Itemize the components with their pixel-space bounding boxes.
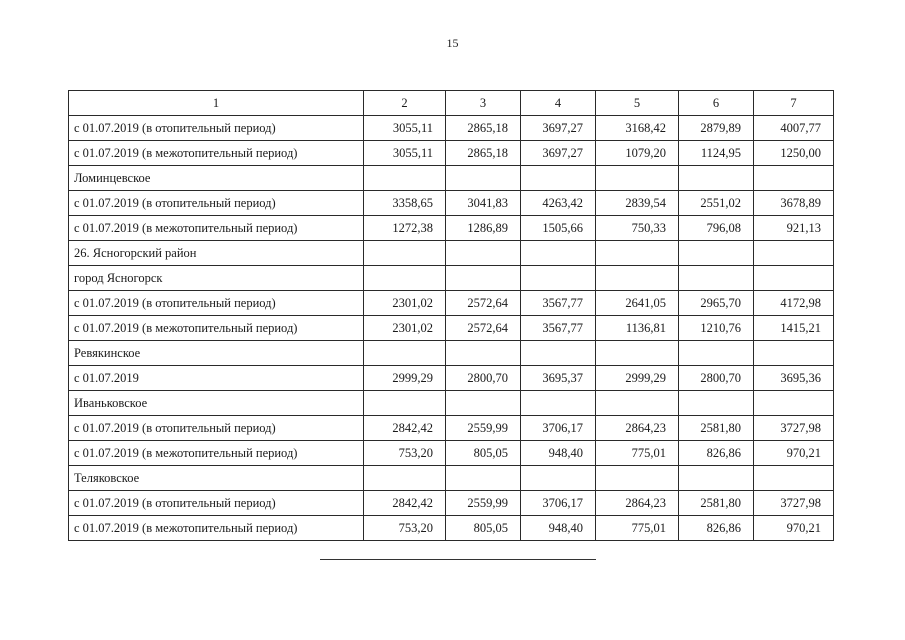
value-cell [521, 341, 596, 366]
value-cell [521, 466, 596, 491]
value-cell: 826,86 [679, 516, 754, 541]
value-cell: 750,33 [596, 216, 679, 241]
table-row [69, 191, 834, 216]
row-label: с 01.07.2019 (в отопительный период) [69, 116, 364, 141]
row-label: с 01.07.2019 (в межотопительный период) [69, 316, 364, 341]
value-cell: 1272,38 [364, 216, 446, 241]
column-header: 4 [521, 91, 596, 116]
row-label: 26. Ясногорский район [69, 241, 364, 266]
value-cell: 948,40 [521, 516, 596, 541]
value-cell [446, 391, 521, 416]
value-cell: 3168,42 [596, 116, 679, 141]
value-cell: 3695,37 [521, 366, 596, 391]
row-label: с 01.07.2019 [69, 366, 364, 391]
row-label: с 01.07.2019 (в межотопительный период) [69, 216, 364, 241]
value-cell: 796,08 [679, 216, 754, 241]
value-cell: 753,20 [364, 441, 446, 466]
value-cell: 2842,42 [364, 416, 446, 441]
value-cell: 4007,77 [754, 116, 834, 141]
value-cell: 3727,98 [754, 491, 834, 516]
value-cell [446, 166, 521, 191]
column-header: 1 [69, 91, 364, 116]
row-label: Ревякинское [69, 341, 364, 366]
value-cell: 2581,80 [679, 491, 754, 516]
table-row [69, 391, 834, 416]
value-cell [754, 241, 834, 266]
table-row [69, 491, 834, 516]
value-cell: 3727,98 [754, 416, 834, 441]
column-header: 2 [364, 91, 446, 116]
value-cell: 3358,65 [364, 191, 446, 216]
value-cell [596, 341, 679, 366]
value-cell: 1079,20 [596, 141, 679, 166]
row-label: Иваньковское [69, 391, 364, 416]
value-cell: 3567,77 [521, 291, 596, 316]
value-cell: 970,21 [754, 441, 834, 466]
row-label: с 01.07.2019 (в отопительный период) [69, 291, 364, 316]
value-cell: 3041,83 [446, 191, 521, 216]
value-cell: 2641,05 [596, 291, 679, 316]
column-header: 3 [446, 91, 521, 116]
value-cell: 2301,02 [364, 291, 446, 316]
value-cell: 1250,00 [754, 141, 834, 166]
value-cell: 1136,81 [596, 316, 679, 341]
value-cell: 3706,17 [521, 416, 596, 441]
table-row [69, 141, 834, 166]
value-cell: 805,05 [446, 516, 521, 541]
value-cell [754, 391, 834, 416]
table-row [69, 266, 834, 291]
value-cell [446, 241, 521, 266]
value-cell: 970,21 [754, 516, 834, 541]
value-cell: 2559,99 [446, 416, 521, 441]
value-cell: 3055,11 [364, 116, 446, 141]
value-cell: 2800,70 [679, 366, 754, 391]
value-cell [364, 391, 446, 416]
value-cell: 2965,70 [679, 291, 754, 316]
table-header-row [69, 91, 834, 116]
value-cell: 2572,64 [446, 291, 521, 316]
table-row [69, 516, 834, 541]
value-cell [521, 391, 596, 416]
table-body [69, 116, 834, 541]
value-cell: 1415,21 [754, 316, 834, 341]
value-cell: 3697,27 [521, 141, 596, 166]
table-row [69, 116, 834, 141]
column-header: 5 [596, 91, 679, 116]
value-cell: 948,40 [521, 441, 596, 466]
row-label: Ломинцевское [69, 166, 364, 191]
value-cell [364, 166, 446, 191]
table-row [69, 441, 834, 466]
row-label: с 01.07.2019 (в отопительный период) [69, 191, 364, 216]
value-cell: 2572,64 [446, 316, 521, 341]
value-cell: 826,86 [679, 441, 754, 466]
value-cell: 1286,89 [446, 216, 521, 241]
value-cell: 775,01 [596, 516, 679, 541]
row-label: с 01.07.2019 (в межотопительный период) [69, 141, 364, 166]
value-cell: 805,05 [446, 441, 521, 466]
value-cell [679, 166, 754, 191]
value-cell: 1124,95 [679, 141, 754, 166]
value-cell [679, 341, 754, 366]
value-cell: 1210,76 [679, 316, 754, 341]
value-cell [446, 266, 521, 291]
value-cell: 775,01 [596, 441, 679, 466]
row-label: город Ясногорск [69, 266, 364, 291]
value-cell: 753,20 [364, 516, 446, 541]
value-cell: 2301,02 [364, 316, 446, 341]
footnote-rule [320, 559, 596, 560]
table-row [69, 291, 834, 316]
value-cell [596, 391, 679, 416]
table-row [69, 241, 834, 266]
value-cell [679, 241, 754, 266]
value-cell [446, 466, 521, 491]
value-cell [364, 466, 446, 491]
value-cell [521, 166, 596, 191]
value-cell [364, 266, 446, 291]
value-cell [521, 241, 596, 266]
value-cell: 2864,23 [596, 416, 679, 441]
column-header: 6 [679, 91, 754, 116]
value-cell: 2800,70 [446, 366, 521, 391]
value-cell: 2999,29 [596, 366, 679, 391]
page-number: 15 [446, 36, 459, 50]
row-label: с 01.07.2019 (в межотопительный период) [69, 516, 364, 541]
table-row [69, 416, 834, 441]
value-cell [521, 266, 596, 291]
value-cell [596, 466, 679, 491]
value-cell: 3695,36 [754, 366, 834, 391]
row-label: Теляковское [69, 466, 364, 491]
value-cell: 2879,89 [679, 116, 754, 141]
value-cell: 2581,80 [679, 416, 754, 441]
value-cell [679, 391, 754, 416]
table-row [69, 366, 834, 391]
value-cell [754, 341, 834, 366]
value-cell: 921,13 [754, 216, 834, 241]
value-cell: 3055,11 [364, 141, 446, 166]
value-cell [679, 466, 754, 491]
value-cell [754, 166, 834, 191]
table-row [69, 466, 834, 491]
value-cell: 3678,89 [754, 191, 834, 216]
value-cell: 4263,42 [521, 191, 596, 216]
value-cell: 3567,77 [521, 316, 596, 341]
value-cell [446, 341, 521, 366]
value-cell [754, 466, 834, 491]
row-label: с 01.07.2019 (в отопительный период) [69, 416, 364, 441]
value-cell [754, 266, 834, 291]
value-cell: 2865,18 [446, 116, 521, 141]
value-cell [596, 166, 679, 191]
value-cell: 3706,17 [521, 491, 596, 516]
value-cell [364, 341, 446, 366]
value-cell: 3697,27 [521, 116, 596, 141]
value-cell: 4172,98 [754, 291, 834, 316]
value-cell: 2839,54 [596, 191, 679, 216]
column-header: 7 [754, 91, 834, 116]
table-row [69, 341, 834, 366]
table-row [69, 166, 834, 191]
value-cell: 2864,23 [596, 491, 679, 516]
value-cell [679, 266, 754, 291]
value-cell [364, 241, 446, 266]
value-cell [596, 241, 679, 266]
value-cell: 2842,42 [364, 491, 446, 516]
value-cell [596, 266, 679, 291]
value-cell: 2865,18 [446, 141, 521, 166]
table-row [69, 316, 834, 341]
value-cell: 2999,29 [364, 366, 446, 391]
value-cell: 2551,02 [679, 191, 754, 216]
value-cell: 2559,99 [446, 491, 521, 516]
table-row [69, 216, 834, 241]
value-cell: 1505,66 [521, 216, 596, 241]
row-label: с 01.07.2019 (в межотопительный период) [69, 441, 364, 466]
row-label: с 01.07.2019 (в отопительный период) [69, 491, 364, 516]
tariff-table [68, 90, 834, 541]
